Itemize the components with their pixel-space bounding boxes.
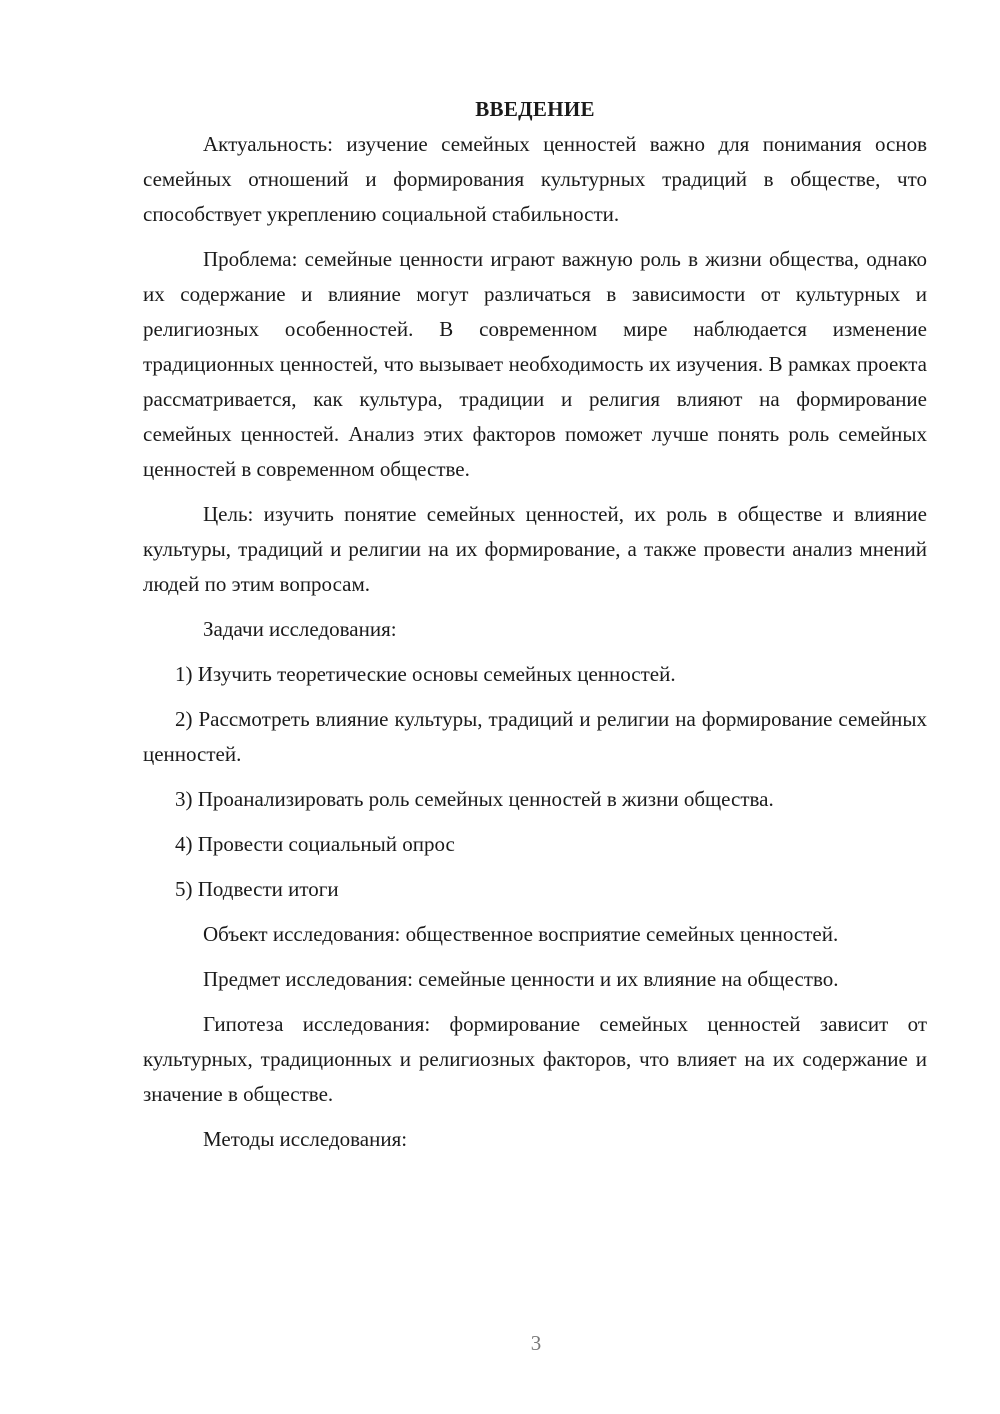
paragraph-hypothesis: Гипотеза исследования: формирование семейных ценностей зависит от культурных, традиционных и религиозных факторов, что влияет на их содержание и значение в обществе. — [143, 1012, 927, 1106]
task-item-5: 5) Подвести итоги — [175, 877, 339, 901]
paragraph-tasks-heading: Задачи исследования: — [203, 617, 397, 641]
section-heading: ВВЕДЕНИЕ — [475, 97, 595, 121]
paragraph-goal: Цель: изучить понятие семейных ценностей, их роль в обществе и влияние культуры, традиций и религии на их формирование, а также провести анализ мнений людей по этим вопросам. — [143, 502, 927, 596]
paragraph-relevance: Актуальность: изучение семейных ценностей важно для понимания основ семейных отношений и формирования культурных традиций в обществе, что способствует укреплению социальной стабильности. — [143, 132, 927, 226]
paragraph-object: Объект исследования: общественное восприятие семейных ценностей. — [203, 922, 839, 946]
paragraph-methods-heading: Методы исследования: — [203, 1127, 408, 1151]
task-item-1: 1) Изучить теоретические основы семейных ценностей. — [175, 662, 676, 686]
task-item-3: 3) Проанализировать роль семейных ценностей в жизни общества. — [175, 787, 774, 811]
paragraph-problem: Проблема: семейные ценности играют важную роль в жизни общества, однако их содержание и влияние могут различаться в зависимости от культурных и религиозных особенностей. В современном мире наблюдается изменение традиционных ценностей, что вызывает необходимость их изучения. В рамках проекта рассматривается, как культура, традиции и религия влияют на формирование семейных ценностей. Анализ этих факторов поможет лучше понять роль семейных ценностей в современном обществе. — [143, 247, 927, 481]
page-number: 3 — [530, 1331, 542, 1355]
paragraph-subject: Предмет исследования: семейные ценности и их влияние на общество. — [203, 967, 839, 991]
task-item-4: 4) Провести социальный опрос — [175, 832, 455, 856]
task-item-2: 2) Рассмотреть влияние культуры, традиций и религии на формирование семейных ценностей. — [143, 707, 927, 766]
document-page — [143, 92, 927, 1167]
